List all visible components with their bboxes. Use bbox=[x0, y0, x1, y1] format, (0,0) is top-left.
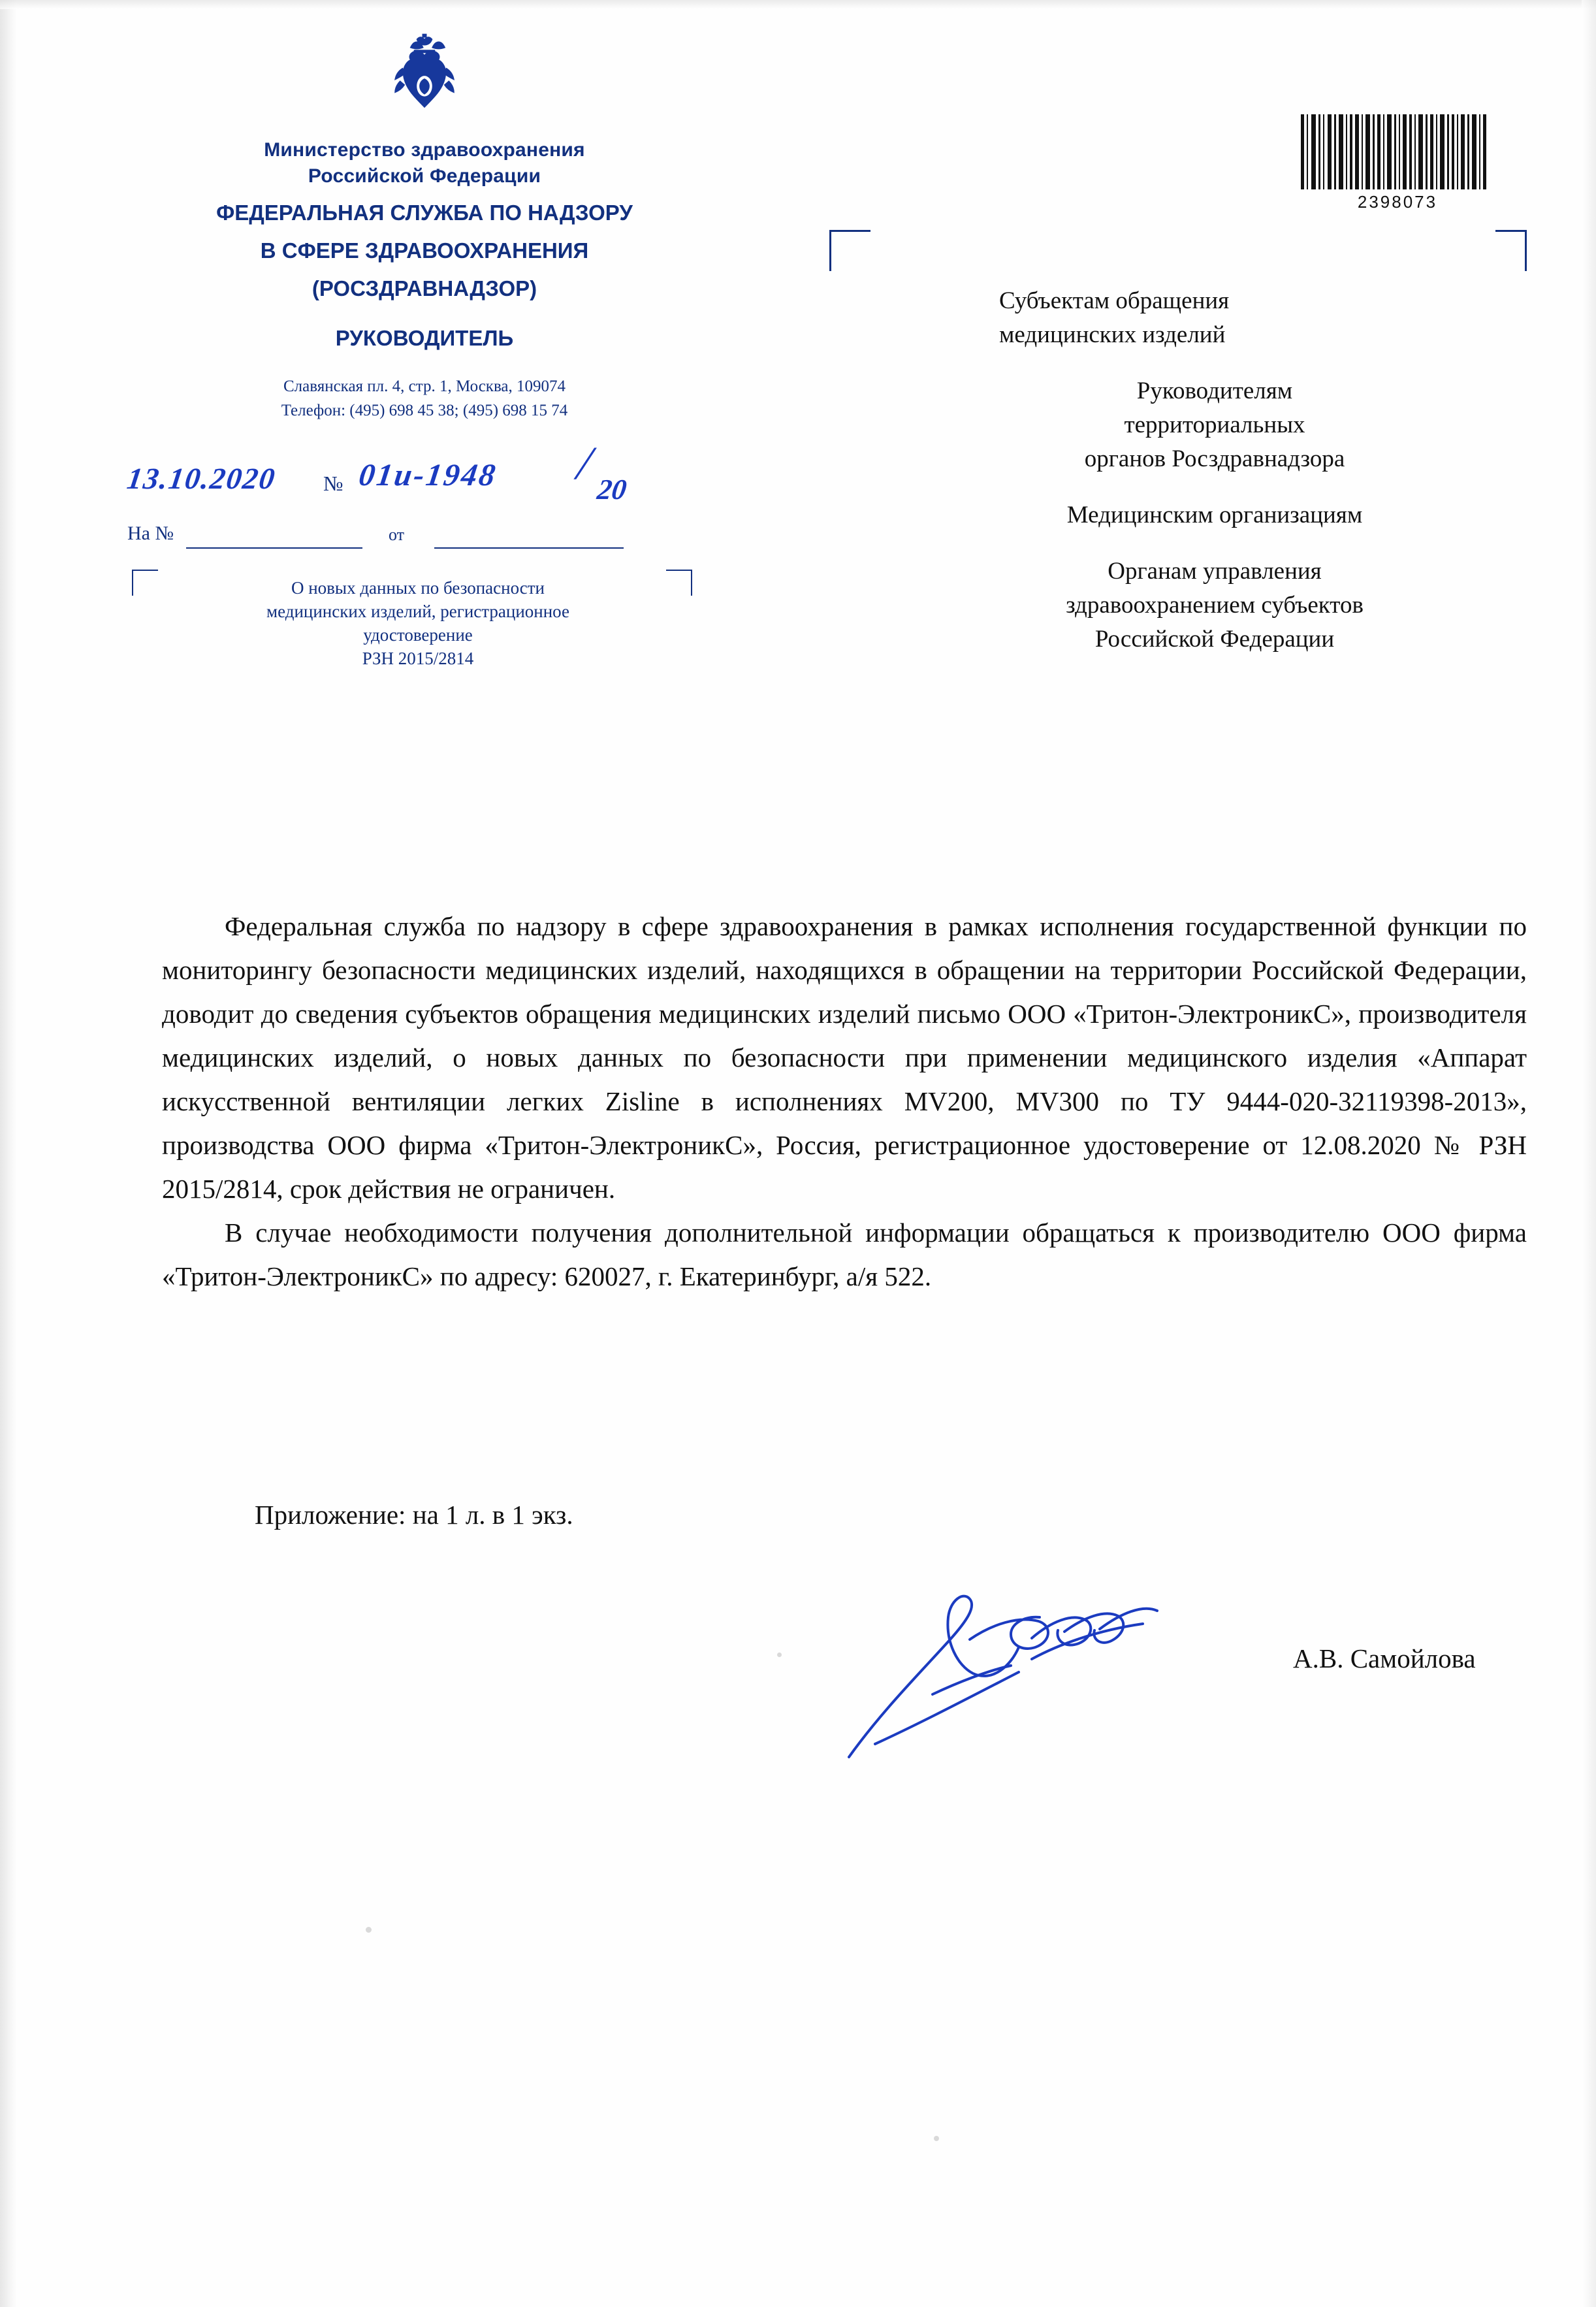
addressee-3-line-1: Медицинским организациям bbox=[1066, 502, 1363, 528]
reply-date-rule bbox=[434, 547, 624, 549]
office-phone: Телефон: (495) 698 45 38; (495) 698 15 74 bbox=[281, 402, 568, 419]
reply-number-label: На № bbox=[127, 523, 174, 544]
addressee-2-line-1: Руководителям bbox=[1136, 378, 1293, 404]
barcode-icon bbox=[1300, 114, 1489, 189]
scan-speck bbox=[777, 1653, 782, 1657]
letterhead bbox=[163, 33, 686, 422]
service-line-1: ФЕДЕРАЛЬНАЯ СЛУЖБА ПО НАДЗОРУ bbox=[216, 201, 633, 225]
attachment-note: Приложение: на 1 л. в 1 экз. bbox=[255, 1500, 573, 1530]
addressee-1-line-2: медицинских изделий bbox=[999, 321, 1226, 348]
subject-line-1: О новых данных по безопасности bbox=[291, 578, 545, 598]
body-paragraph-1: Федеральная служба по надзору в сфере здравоохранения в рамках исполнения государственной функции по мониторингу безопасности медицинских изделий, находящихся в обращении на территории Российской Федерации, доводит до сведения субъектов обращения медицинских изделий письмо ООО «Тритон-ЭлектроникС», производителя медицинских изделий, о новых данных по безопасности при применении медицинского изделия «Аппарат искусственной вентиляции легких Zisline в исполнениях MV200, MV300 по ТУ 9444-020-32119398-2013», производства ООО фирма «Тритон-ЭлектроникС», Россия, регистрационное удостоверение от 12.08.2020 № РЗН 2015/2814, срок действия не ограничен. bbox=[162, 911, 1527, 1204]
barcode-number: 2398073 bbox=[1357, 192, 1438, 212]
registration-date-handwritten: 13.10.2020 bbox=[125, 462, 278, 495]
registration-number-slash: / bbox=[574, 437, 595, 489]
registration-number-year: 20 bbox=[595, 474, 629, 506]
scan-speck bbox=[366, 1927, 372, 1933]
subject-line-3: удостоверение bbox=[363, 625, 473, 645]
subject-block bbox=[124, 570, 712, 687]
body-paragraph-2: В случае необходимости получения дополнительной информации обращаться к производителю ООО фирма «Тритон-ЭлектроникС» по адресу: 620027, г. Екатеринбург, а/я 522. bbox=[162, 1218, 1527, 1291]
position-title: РУКОВОДИТЕЛЬ bbox=[335, 326, 514, 350]
addressee-corner-top-left bbox=[829, 230, 870, 271]
scan-edge-left bbox=[0, 0, 17, 2307]
registration-row bbox=[125, 437, 715, 516]
scan-speck bbox=[934, 2136, 939, 2141]
addressee-1-line-1: Субъектам обращения bbox=[999, 287, 1230, 314]
signer-name: А.В. Самойлова bbox=[1293, 1643, 1476, 1673]
addressee-block-3 bbox=[901, 498, 1528, 532]
subject-line-4: РЗН 2015/2814 bbox=[362, 649, 474, 668]
addressee-block bbox=[901, 284, 1528, 679]
reply-date-label: от bbox=[389, 525, 405, 544]
russian-coat-of-arms-icon bbox=[386, 33, 463, 131]
addressee-corner-top-right bbox=[1495, 230, 1527, 271]
number-symbol: № bbox=[323, 472, 343, 495]
addressee-2-line-2: территориальных bbox=[1124, 411, 1305, 438]
scan-edge-right bbox=[1582, 0, 1596, 2307]
scan-edge-top bbox=[0, 0, 1596, 9]
reply-number-rule bbox=[186, 547, 362, 549]
addressee-block-4 bbox=[901, 555, 1528, 656]
addressee-4-line-1: Органам управления bbox=[1108, 558, 1322, 585]
ministry-line-1: Министерство здравоохранения bbox=[264, 139, 585, 161]
handwritten-signature bbox=[836, 1561, 1202, 1770]
letter-body bbox=[162, 905, 1527, 1299]
addressee-4-line-3: Российской Федерации bbox=[1094, 626, 1335, 653]
registration-number-handwritten: 01и-1948 bbox=[357, 458, 500, 492]
office-address: Славянская пл. 4, стр. 1, Москва, 109074 bbox=[283, 378, 566, 395]
ministry-line-2: Российской Федерации bbox=[308, 165, 541, 187]
addressee-4-line-2: здравоохранением субъектов bbox=[1066, 592, 1364, 619]
addressee-block-2 bbox=[901, 374, 1528, 476]
subject-line-2: медицинских изделий, регистрационное bbox=[266, 602, 569, 621]
addressee-2-line-3: органов Росздравнадзора bbox=[1084, 445, 1345, 472]
service-line-2: В СФЕРЕ ЗДРАВООХРАНЕНИЯ bbox=[260, 238, 589, 263]
addressee-block-1 bbox=[999, 284, 1528, 352]
subject-corner-top-left bbox=[132, 570, 158, 596]
subject-text bbox=[163, 576, 673, 670]
service-line-3: (РОСЗДРАВНАДЗОР) bbox=[311, 276, 537, 300]
barcode-block bbox=[1300, 114, 1495, 212]
